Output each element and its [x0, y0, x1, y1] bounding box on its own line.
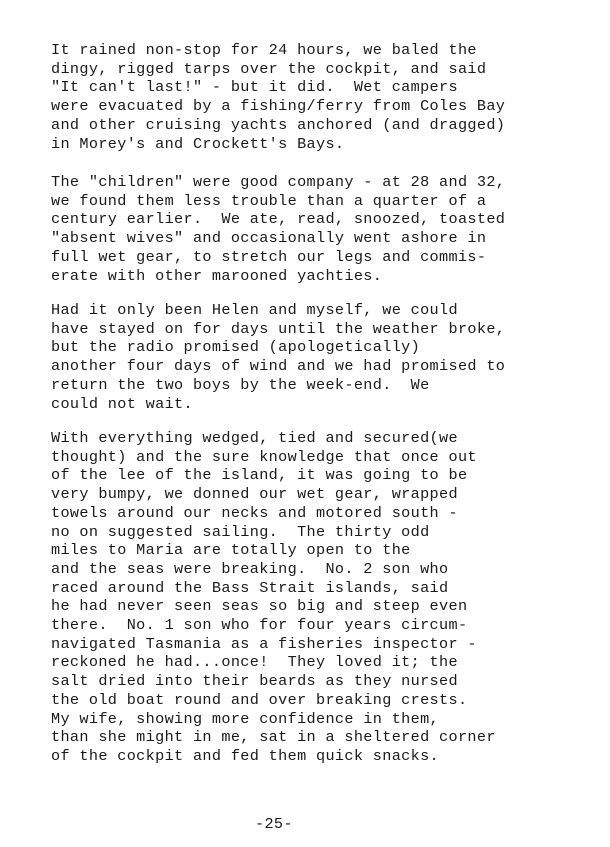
text-line: reckoned he had...once! They loved it; the [51, 653, 458, 672]
text-line: "It can't last!" - but it did. Wet campers [51, 78, 458, 97]
text-line: miles to Maria are totally open to the [51, 541, 411, 560]
text-line: of the lee of the island, it was going to be [51, 466, 468, 485]
text-line: the old boat round and over breaking crests. [51, 690, 468, 709]
paragraph-voyage [51, 429, 496, 766]
text-line: towels around our necks and motored south - [51, 503, 458, 522]
text-line: in Morey's and Crockett's Bays. [51, 134, 345, 153]
page-number: -25- [255, 815, 293, 833]
text-line: but the radio promised (apologetically) [51, 338, 421, 357]
text-line: navigated Tasmania as a fisheries inspector - [51, 634, 477, 653]
text-line: no on suggested sailing. The thirty odd [51, 522, 430, 541]
text-line: full wet gear, to stretch our legs and commis- [51, 247, 487, 266]
text-line: With everything wedged, tied and secured(we [51, 429, 458, 447]
text-line: another four days of wind and we had promised to [51, 357, 506, 376]
text-line: very bumpy, we donned our wet gear, wrapped [51, 485, 458, 504]
text-line: salt dried into their beards as they nursed [51, 672, 458, 691]
paragraph-helen [51, 301, 505, 413]
text-line: century earlier. We ate, read, snoozed, toasted [51, 210, 506, 229]
text-line: It rained non-stop for 24 hours, we baled the [51, 41, 477, 59]
text-line: "absent wives" and occasionally went ashore in [51, 229, 487, 248]
text-line: The "children" were good company - at 28 and 32, [51, 173, 506, 191]
text-line: raced around the Bass Strait islands, said [51, 578, 449, 597]
text-line: than she might in me, sat in a sheltered corner [51, 728, 496, 747]
text-line: erate with other marooned yachties. [51, 266, 383, 285]
text-line: we found them less trouble than a quarter of a [51, 191, 487, 210]
text-line: were evacuated by a fishing/ferry from Coles Bay [51, 97, 506, 116]
text-line: thought) and the sure knowledge that once out [51, 447, 477, 466]
text-line: there. No. 1 son who for four years circum- [51, 616, 468, 635]
text-line: he had never seen seas so big and steep even [51, 597, 468, 616]
text-line: and the seas were breaking. No. 2 son who [51, 559, 449, 578]
text-line: and other cruising yachts anchored (and dragged) [51, 115, 506, 134]
text-line: Had it only been Helen and myself, we could [51, 301, 458, 319]
text-line: dingy, rigged tarps over the cockpit, and said [51, 59, 487, 78]
text-line: have stayed on for days until the weather broke, [51, 319, 506, 338]
text-line: of the cockpit and fed them quick snacks. [51, 746, 440, 765]
paragraph-children [51, 173, 505, 285]
text-line: could not wait. [51, 394, 193, 413]
text-line: My wife, showing more confidence in them, [51, 709, 440, 728]
text-line: return the two boys by the week-end. We [51, 375, 430, 394]
paragraph-rain [51, 41, 505, 153]
